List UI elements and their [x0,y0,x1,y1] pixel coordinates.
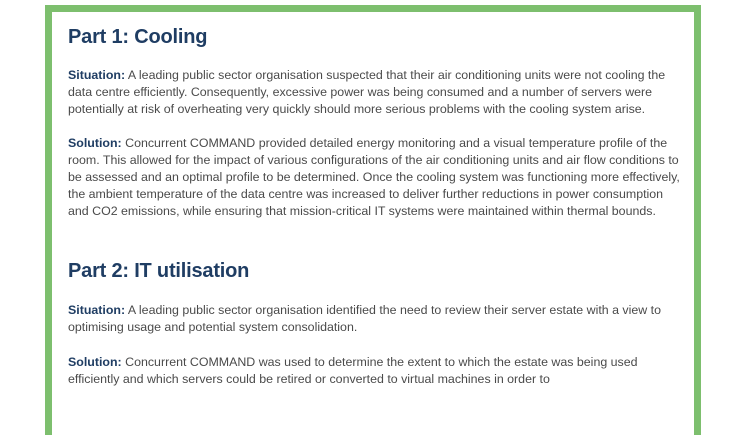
cooling-situation-paragraph [68,67,680,117]
situation-text: A leading public sector organisation suspected that their air conditioning units were not cooling the data centre efficiently. Consequently, excessive power was being consumed and a number of servers were potentially at risk of overheating very quickly should more serious problems with the cooling system arise. [68,68,666,116]
solution-text: Concurrent COMMAND provided detailed energy monitoring and a visual temperature profile of the room. This allowed for the impact of various configurations of the air conditioning units and air flow conditions to be assessed and an optimal profile to be determined. Once the cooling system was functioning more effectively, the ambient temperature of the data centre was increased to deliver further reductions in power consumption and CO2 emissions, while ensuring that mission-critical IT systems were maintained within thermal bounds. [68,136,680,218]
it-situation-paragraph [68,302,680,336]
section-heading-cooling: Part 1: Cooling [68,26,208,48]
case-study-content [68,25,680,388]
situation-text: A leading public sector organisation identified the need to review their server estate with a view to optimising usage and potential system consolidation. [68,303,661,335]
situation-label: Situation: [68,303,126,318]
solution-label: Solution: [68,354,122,369]
it-solution-paragraph [68,354,680,388]
situation-label: Situation: [68,68,126,82]
cooling-solution-paragraph [68,135,680,219]
solution-label: Solution: [68,136,122,151]
solution-text: Concurrent COMMAND was used to determine the extent to which the estate was being used efficiently and which servers could be retired or converted to virtual machines in order to [68,354,638,386]
section-heading-it-utilisation: Part 2: IT utilisation [68,260,250,283]
case-study-panel [45,5,701,435]
